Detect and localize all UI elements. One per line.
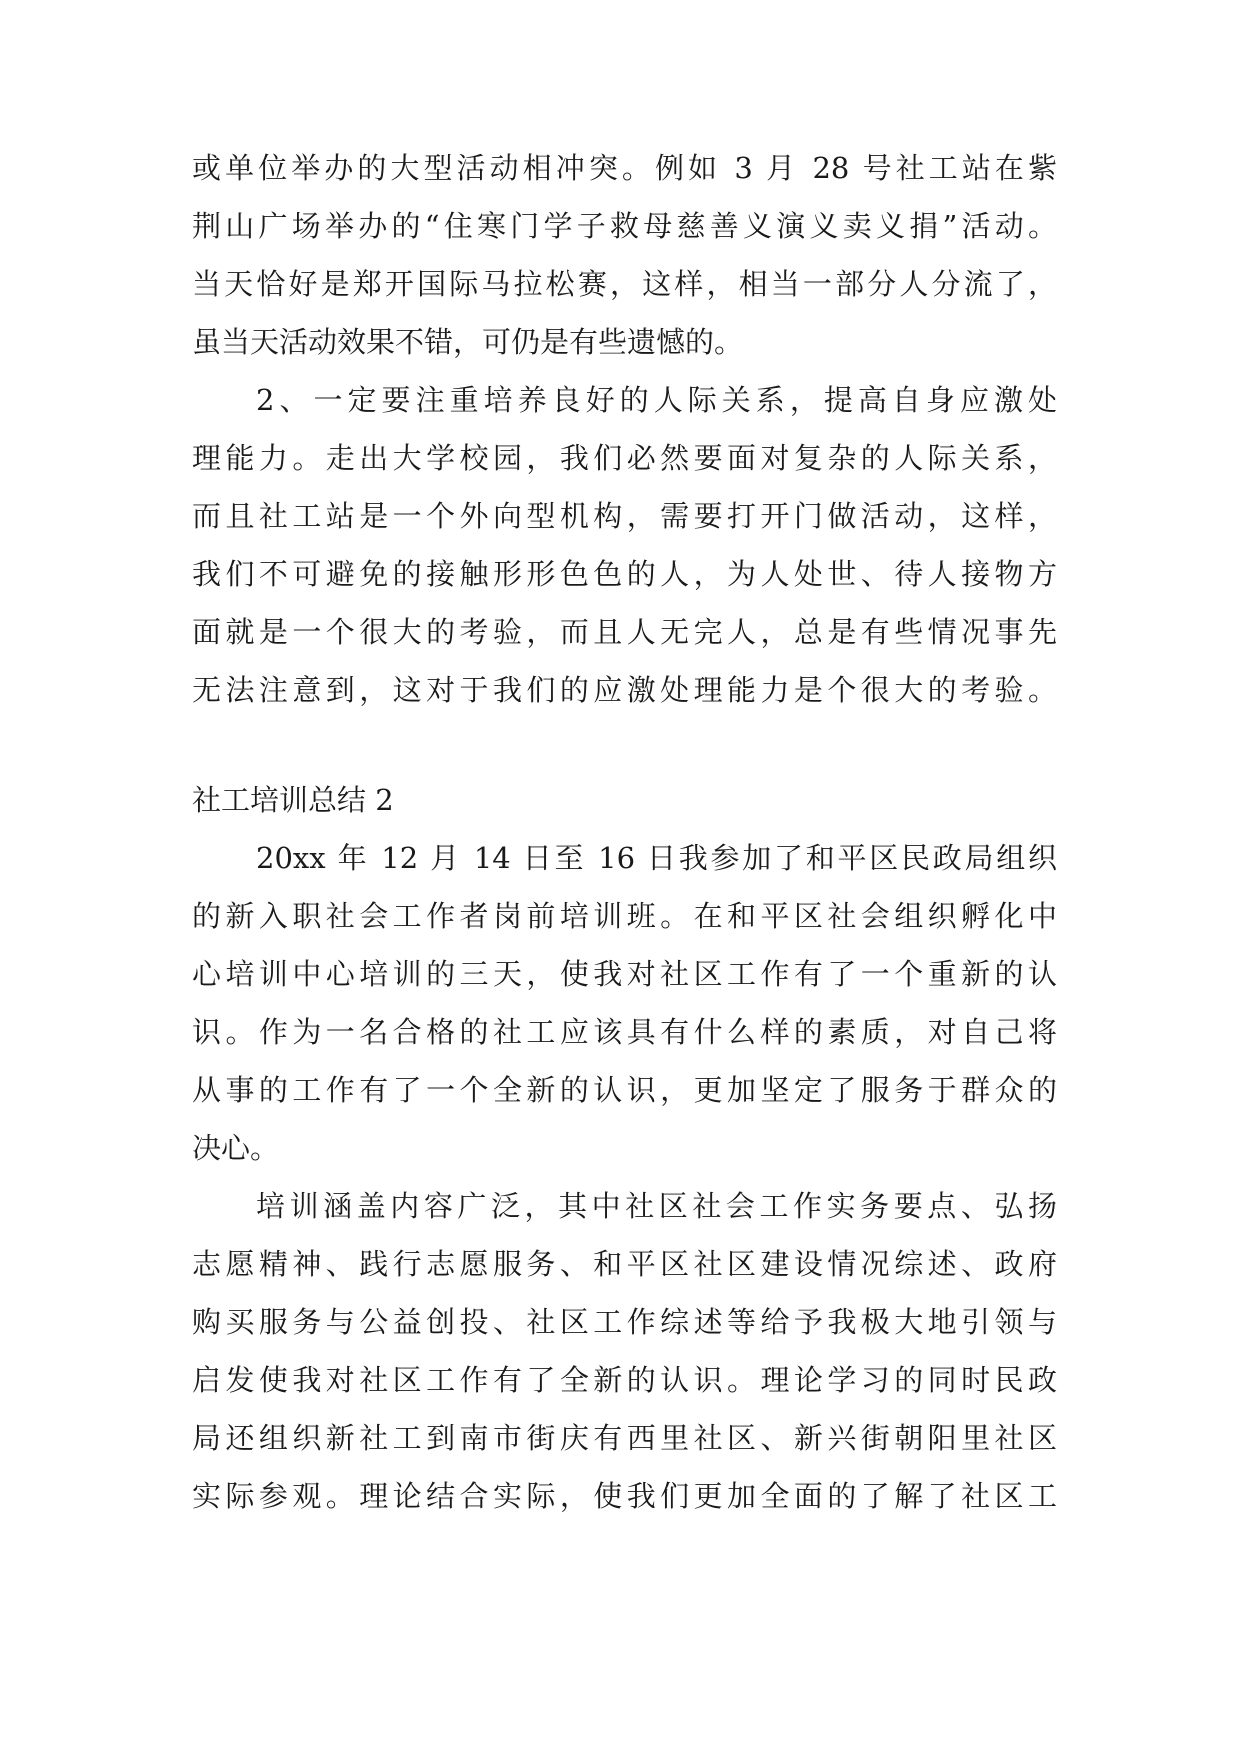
paragraph-1-line-2: 荆山广场举办的“住寒门学子救母慈善义演义卖义捐”活动。 <box>192 209 1057 243</box>
paragraph-1-line-1: 或单位举办的大型活动相冲突。例如 3 月 28 号社工站在紫 <box>192 151 1057 185</box>
paragraph-2-line-3: 而且社工站是一个外向型机构，需要打开门做活动，这样， <box>192 499 1057 533</box>
paragraph-3-line-3: 心培训中心培训的三天，使我对社区工作有了一个重新的认 <box>192 957 1057 991</box>
paragraph-3-line-2: 的新入职社会工作者岗前培训班。在和平区社会组织孵化中 <box>192 899 1057 933</box>
paragraph-2-line-6: 无法注意到，这对于我们的应激处理能力是个很大的考验。 <box>192 673 1057 707</box>
paragraph-1-line-3: 当天恰好是郑开国际马拉松赛，这样，相当一部分人分流了， <box>192 267 1057 301</box>
paragraph-3-line-5: 从事的工作有了一个全新的认识，更加坚定了服务于群众的 <box>192 1073 1057 1107</box>
paragraph-2-line-5: 面就是一个很大的考验，而且人无完人，总是有些情况事先 <box>192 615 1057 649</box>
paragraph-4-line-3: 购买服务与公益创投、社区工作综述等给予我极大地引领与 <box>192 1305 1057 1339</box>
paragraph-3-line-6: 决心。 <box>192 1131 280 1165</box>
paragraph-3-line-4: 识。作为一名合格的社工应该具有什么样的素质，对自己将 <box>192 1015 1057 1049</box>
paragraph-4-line-4: 启发使我对社区工作有了全新的认识。理论学习的同时民政 <box>192 1363 1057 1397</box>
paragraph-4-line-2: 志愿精神、践行志愿服务、和平区社区建设情况综述、政府 <box>192 1247 1057 1281</box>
paragraph-2-line-2: 理能力。走出大学校园，我们必然要面对复杂的人际关系， <box>192 441 1057 475</box>
paragraph-3-line-1: 20xx 年 12 月 14 日至 16 日我参加了和平区民政局组织 <box>256 841 1057 875</box>
paragraph-2-line-4: 我们不可避免的接触形形色色的人，为人处世、待人接物方 <box>192 557 1057 591</box>
section-heading: 社工培训总结 2 <box>192 783 394 817</box>
paragraph-1-line-4: 虽当天活动效果不错，可仍是有些遗憾的。 <box>192 325 744 359</box>
paragraph-4-line-6: 实际参观。理论结合实际，使我们更加全面的了解了社区工 <box>192 1479 1057 1513</box>
paragraph-4-line-1: 培训涵盖内容广泛，其中社区社会工作实务要点、弘扬 <box>256 1189 1057 1223</box>
paragraph-2-line-1: 2、一定要注重培养良好的人际关系，提高自身应激处 <box>256 383 1057 417</box>
paragraph-4-line-5: 局还组织新社工到南市街庆有西里社区、新兴街朝阳里社区 <box>192 1421 1057 1455</box>
